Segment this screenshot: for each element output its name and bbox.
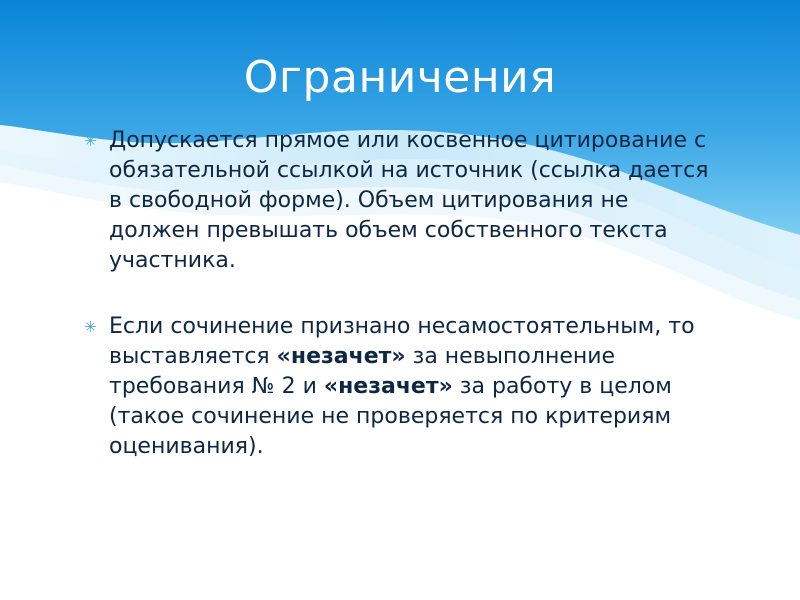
- bullet-item: [84, 126, 724, 276]
- bullet-text-part: Если сочинение признано несамостоятельным, то выставляется: [109, 314, 695, 369]
- slide-content: [84, 126, 724, 462]
- slide-title: Ограничения: [243, 52, 557, 103]
- bullet-text: Допускается прямое или косвенное цитирование с обязательной ссылкой на источник (ссылка дается в свободной форме). Объем цитирования не должен превышать объем собственного текста участника.: [109, 128, 709, 273]
- bold-term: «незачет»: [323, 374, 453, 399]
- asterisk-bullet-icon: ✳: [84, 132, 97, 150]
- bold-term: «незачет»: [276, 344, 406, 369]
- bullet-text-part: за работу в целом (такое сочинение не проверяется по критериям оценивания).: [109, 374, 672, 459]
- bullet-item: [84, 312, 724, 462]
- asterisk-bullet-icon: ✳: [84, 318, 97, 336]
- bullet-text-part: за невыполнение требования № 2 и: [109, 344, 616, 399]
